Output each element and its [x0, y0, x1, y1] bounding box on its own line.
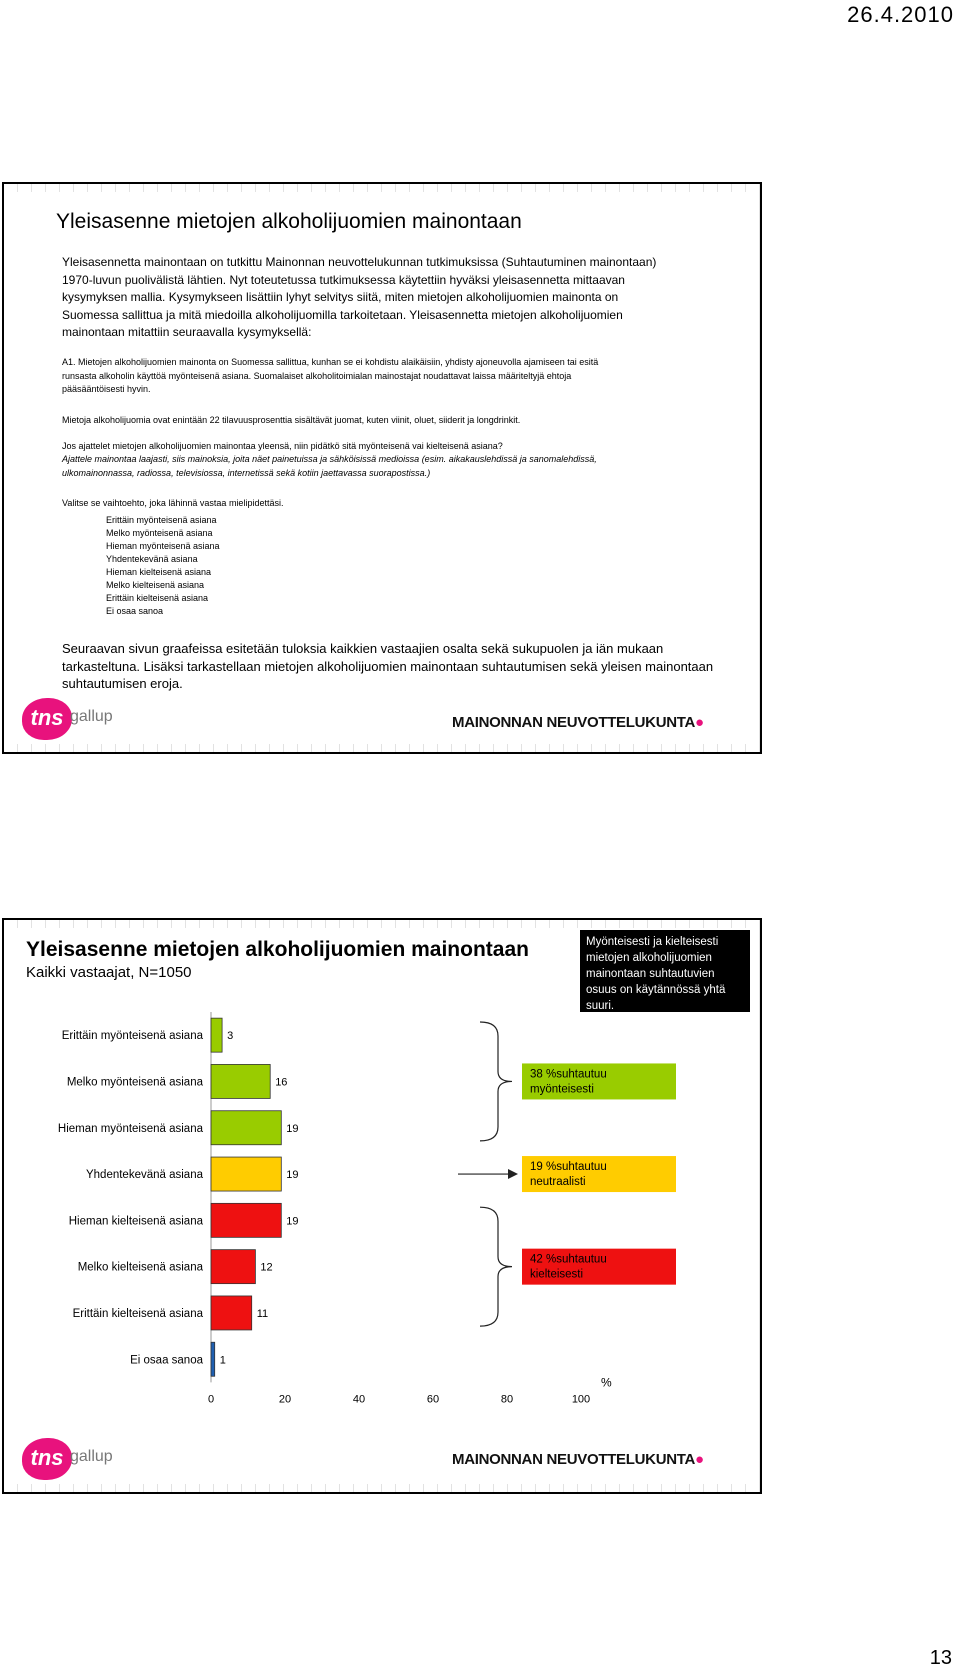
slide-intro: [2, 182, 762, 754]
x-tick-label: 40: [352, 1393, 366, 1406]
bar: [211, 1296, 252, 1330]
summary-text: 38 %suhtautuu myönteisesti: [530, 1068, 607, 1096]
x-unit-label: %: [601, 1375, 612, 1390]
question-intro: [62, 356, 742, 397]
mnk-logo-dot: ●: [695, 714, 704, 731]
bar-value-label: 3: [227, 1030, 234, 1043]
intro-line: Suomessa sallittua ja mitä miedoilla alkoholijuomilla tarkoitetaan. Yleisasennetta mietojen alkoholijuomien: [62, 307, 623, 322]
bar-value-label: 12: [260, 1261, 273, 1274]
bar: [211, 1064, 270, 1098]
x-tick-label: 60: [426, 1393, 440, 1406]
question-line: A1. Mietojen alkoholijuomien mainonta on Suomessa sallittua, kunhan se ei kohdistu alaikäisiin, yhdisty ajoneuvolla ajamiseen tai esitä: [62, 357, 599, 367]
slide-title: Yleisasenne mietojen alkoholijuomien mainontaan: [56, 210, 522, 233]
answer-option: Ei osaa sanoa: [106, 606, 164, 616]
footer-line: tarkasteltuna. Lisäksi tarkastellaan mietojen alkoholijuomien mainontaan suhtautumisen sekä yleisen mainontaan: [62, 658, 714, 674]
summary-callout-box: Myönteisesti ja kielteisesti mietojen alkoholijuomien mainontaan suhtautuvien osuus on käytännössä yhtä suuri.: [580, 930, 750, 1012]
intro-line: kysymyksen mallia. Kysymykseen lisättiin lyhyt selvitys siitä, miten mietojen alkoholijuomien mainonta on: [62, 290, 619, 304]
mnk-logo-text: MAINONNAN NEUVOTTELUKUNTA: [452, 714, 696, 731]
bar: [211, 1018, 222, 1052]
tns-logo-mark: tns: [22, 1438, 72, 1480]
answer-option: Yhdentekevänä asiana: [106, 554, 198, 564]
summary-text: 42 %suhtautuu kielteisesti: [530, 1253, 607, 1281]
tns-gallup-logo: [22, 1436, 152, 1484]
bar: [211, 1250, 255, 1284]
x-tick-label: 0: [207, 1393, 215, 1406]
bar: [211, 1157, 281, 1191]
slide-intro-content: [12, 192, 752, 744]
positive-brace: [480, 1022, 512, 1141]
tns-gallup-logo: [22, 696, 152, 744]
question-line: pääsääntöisesti hyvin.: [62, 384, 151, 394]
neutral-arrow-head: [508, 1169, 518, 1179]
bar-value-label: 1: [219, 1354, 226, 1367]
slide-chart: [2, 918, 762, 1494]
mnk-logo: [452, 1451, 704, 1468]
bar: [211, 1203, 281, 1237]
intro-line: mainontaan mitattiin seuraavalla kysymyksellä:: [62, 325, 312, 339]
bar-value-label: 11: [256, 1307, 269, 1320]
answer-option: Hieman kielteisenä asiana: [106, 567, 212, 577]
mnk-logo-text: MAINONNAN NEUVOTTELUKUNTA: [452, 1451, 696, 1468]
answer-option: Melko kielteisenä asiana: [106, 580, 205, 590]
question-text: Jos ajattelet mietojen alkoholijuomien mainontaa yleensä, niin pidätkö sitä myönteisenä vai kielteisenä asiana?: [62, 441, 503, 451]
bar: [211, 1111, 281, 1145]
category-label: Melko myönteisenä asiana: [66, 1076, 203, 1089]
category-label: Ei osaa sanoa: [130, 1354, 203, 1367]
category-label: Hieman kielteisenä asiana: [68, 1215, 203, 1228]
mnk-logo-dot: ●: [695, 1451, 704, 1468]
instruction-line: Ajattele mainontaa laajasti, siis mainoksia, joita näet painetuissa ja sähköisissä medioissa (esim. aikakauslehdissä ja sanomalehdissä,: [62, 454, 597, 464]
category-label: Hieman myönteisenä asiana: [57, 1122, 203, 1135]
instruction-text: [62, 453, 742, 480]
answer-options: [106, 514, 220, 618]
date-label: 26.4.2010: [847, 2, 954, 27]
footer-line: suhtautumisen eroja.: [62, 676, 183, 691]
tns-logo-mark: tns: [22, 698, 72, 740]
x-tick-label: 80: [500, 1393, 514, 1406]
answer-option: Melko myönteisenä asiana: [106, 528, 213, 538]
mnk-logo: [452, 714, 704, 731]
summary-text: 19 %suhtautuu neutraalisti: [530, 1161, 607, 1189]
category-label: Yhdentekevänä asiana: [85, 1169, 203, 1182]
category-label: Erittäin myönteisenä asiana: [61, 1030, 203, 1043]
intro-paragraph: [62, 254, 742, 342]
bar: [211, 1342, 215, 1376]
answer-option: Erittäin myönteisenä asiana: [106, 515, 217, 525]
bar-value-label: 19: [286, 1169, 299, 1182]
chart-subtitle: Kaikki vastaajat, N=1050: [26, 964, 192, 981]
answer-option: Erittäin kielteisenä asiana: [106, 593, 209, 603]
negative-brace: [480, 1207, 512, 1326]
attitude-bar-chart: [12, 928, 756, 1488]
gallup-wordmark: gallup: [70, 1448, 113, 1465]
bar-value-label: 16: [275, 1076, 288, 1089]
definition-text: Mietoja alkoholijuomia ovat enintään 22 tilavuusprosenttia sisältävät juomat, kuten viinit, oluet, siiderit ja longdrinkit.: [62, 415, 521, 425]
footer-paragraph: [62, 640, 742, 693]
bar-value-label: 19: [286, 1215, 299, 1228]
answer-option: Hieman myönteisenä asiana: [106, 541, 220, 551]
x-tick-label: 100: [571, 1393, 591, 1406]
slide-chart-content: [12, 928, 752, 1484]
page-number: 13: [929, 1647, 952, 1669]
category-label: Erittäin kielteisenä asiana: [72, 1307, 203, 1320]
choose-text: Valitse se vaihtoehto, joka lähinnä vastaa mielipidettäsi.: [62, 498, 284, 508]
instruction-line: ulkomainonnassa, radiossa, televisiossa, internetissä sekä kotiin jaettavassa suorapostissa.): [62, 467, 431, 478]
question-line: runsasta alkoholin käyttöä myönteisenä asiana. Suomalaiset alkoholitoimialan mainostajat noudattavat laissa määriteltyjä ehtoja: [62, 370, 572, 381]
chart-title: Yleisasenne mietojen alkoholijuomien mainontaan: [26, 938, 529, 961]
x-tick-label: 20: [278, 1393, 292, 1406]
bar-value-label: 19: [286, 1122, 299, 1135]
gallup-wordmark: gallup: [70, 708, 113, 725]
footer-line: Seuraavan sivun graafeissa esitetään tuloksia kaikkien vastaajien osalta sekä sukupuolen ja iän mukaan: [62, 641, 664, 656]
category-label: Melko kielteisenä asiana: [77, 1261, 203, 1274]
intro-line: Yleisasennetta mainontaan on tutkittu Mainonnan neuvottelukunnan tutkimuksissa (Suhtautuminen mainontaan): [62, 255, 657, 269]
intro-line: 1970-luvun puolivälistä lähtien. Nyt toteutetussa tutkimuksessa käytettiin hyväksi yleisasennetta mittaavan: [62, 272, 625, 287]
